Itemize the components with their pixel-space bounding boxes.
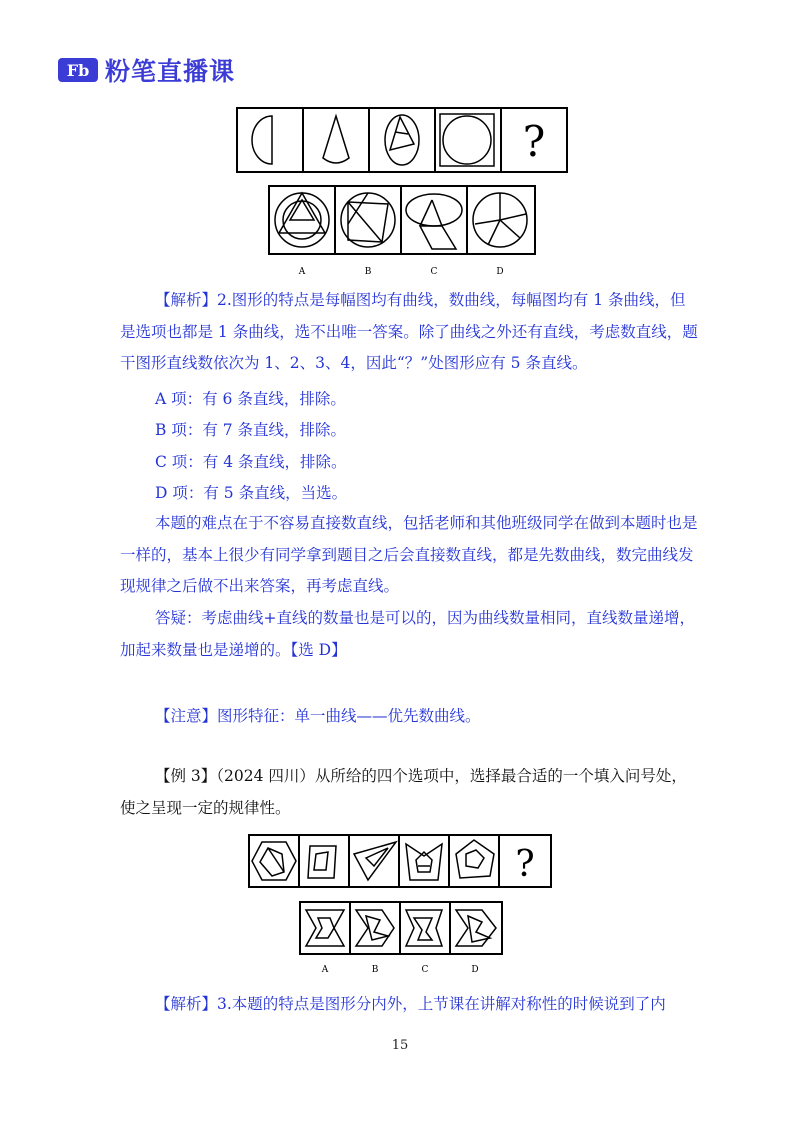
fig2-cell-4-shape <box>406 844 442 880</box>
fig2-cell-1-shape <box>252 842 296 880</box>
fig1-question-mark: ? <box>522 117 546 166</box>
analysis-2-qa: 答疑：考虑曲线+直线的数量也是可以的，因为曲线数量相同，直线数量递增，加起来数量也是递增的。【选 D】 <box>120 609 695 659</box>
brand-logo <box>57 52 235 88</box>
fig2-option-d-shape <box>456 910 496 946</box>
fig2-option-b-shape <box>356 910 394 946</box>
fig1-label-c: C <box>430 267 438 277</box>
analysis-2-option-b: B 项：有 7 条直线，排除。 <box>155 421 347 439</box>
analysis-2-option-d: D 项：有 5 条直线，当选。 <box>155 484 348 502</box>
note-line: 【注意】图形特征：单一曲线——优先数曲线。 <box>155 707 481 725</box>
analysis-3-line: 【解析】3.本题的特点是图形分内外，上节课在讲解对称性的时候说到了内 <box>155 995 666 1013</box>
fig2-label-a: A <box>321 965 329 975</box>
fig1-option-b-shape <box>341 193 395 247</box>
analysis-2-option-c: C 项：有 4 条直线，排除。 <box>155 453 347 471</box>
analysis-2-paragraph: 【解析】2.图形的特点是每幅图均有曲线，数曲线，每幅图均有 1 条曲线，但是选项也都是 1 条曲线，选不出唯一答案。除了曲线之外还有直线，考虑数直线，题干图形直线数依次为 1、2、3、4，因此“？”处图形应有 5 条直线。 <box>120 291 698 372</box>
fig1-question-frame <box>237 108 567 172</box>
figure-1 <box>232 104 572 280</box>
brand-name: 粉笔直播课 <box>105 57 236 86</box>
analysis-2-difficulty: 本题的难点在于不容易直接数直线，包括老师和其他班级同学在做到本题时也是一样的，基本上很少有同学拿到题目之后会直接数直线，都是先数曲线，数完曲线发现规律之后做不出来答案，再考虑直线。 <box>120 514 698 595</box>
fig2-option-a-shape <box>306 910 344 946</box>
fig1-cell-1-shape <box>252 116 272 164</box>
fig1-label-d: D <box>496 267 504 277</box>
analysis-2-option-a: A 项：有 6 条直线，排除。 <box>155 390 346 408</box>
fig2-cell-3-shape <box>354 842 396 880</box>
fig2-cell-2-shape <box>308 846 336 878</box>
fig2-label-d: D <box>471 965 479 975</box>
example-3-question: 【例 3】（2024 四川）从所给的四个选项中，选择最合适的一个填入问号处，使之呈现一定的规律性。 <box>120 767 687 817</box>
fig1-label-a: A <box>298 267 306 277</box>
fig1-option-d-shape <box>473 193 527 247</box>
fig1-label-b: B <box>364 267 372 277</box>
fig1-option-c-shape <box>406 194 462 249</box>
fig2-question-mark: ? <box>515 844 535 885</box>
fig2-label-b: B <box>371 965 379 975</box>
fig1-cell-2-shape <box>323 116 349 163</box>
page-number: 15 <box>391 1038 409 1053</box>
fig2-label-c: C <box>421 965 429 975</box>
fig2-option-c-shape <box>406 910 442 946</box>
fig2-cell-5-shape <box>456 840 494 878</box>
fb-logo-icon <box>57 55 99 85</box>
figure-2 <box>246 832 556 978</box>
fig1-cell-3-shape <box>385 115 419 165</box>
logo-mark-text: Fb <box>66 61 90 80</box>
fig1-option-a-shape <box>275 193 329 247</box>
fig1-cell-4-shape <box>440 114 494 166</box>
